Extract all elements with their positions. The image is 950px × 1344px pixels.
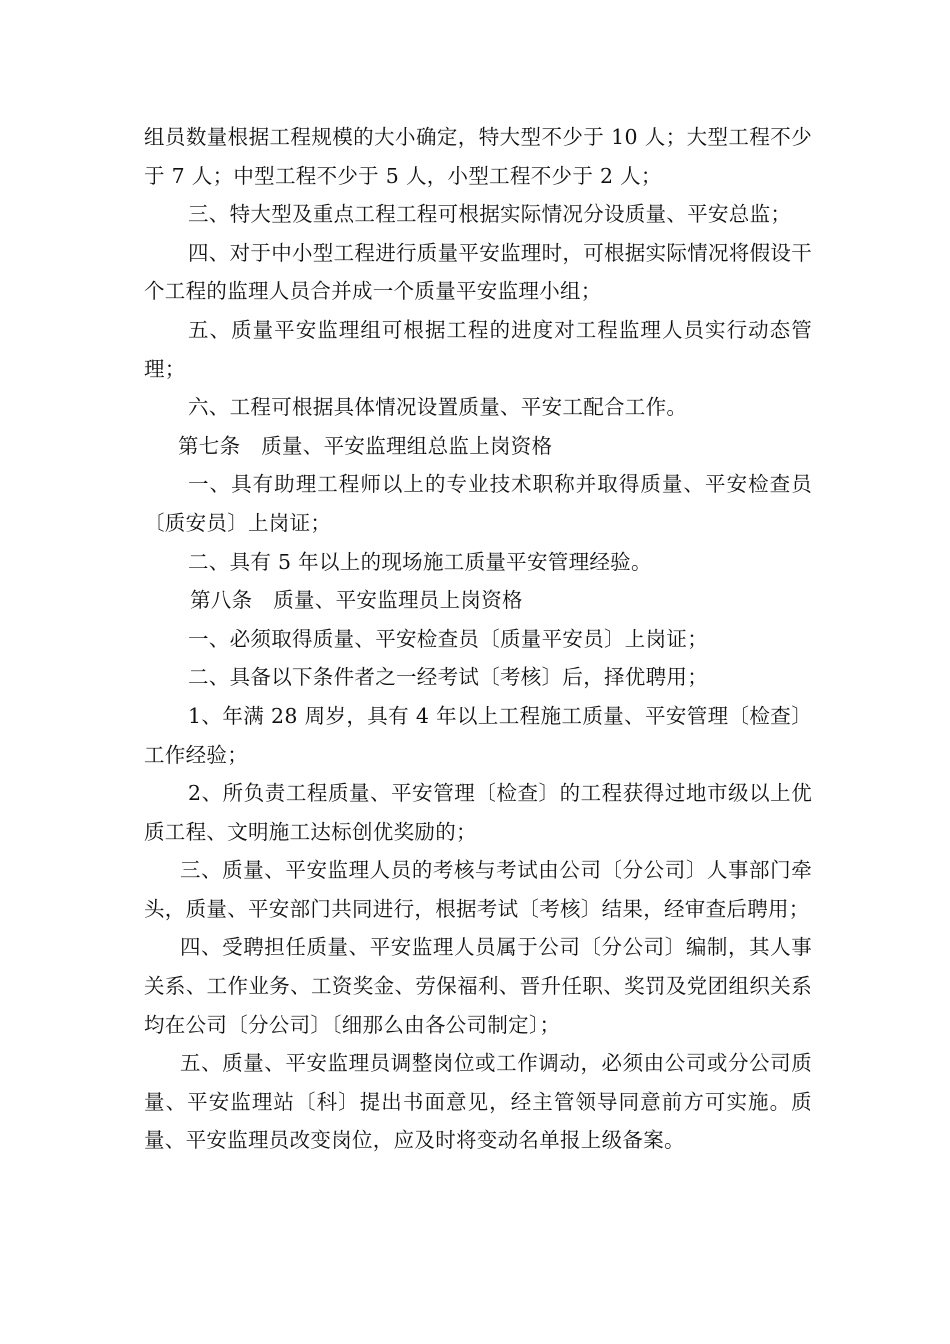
paragraph: 组员数量根据工程规模的大小确定，特大型不少于 10 人；大型工程不少于 7 人；中型工程不少于 5 人，小型工程不少于 2 人； [144,125,812,188]
paragraph: 六、工程可根据具体情况设置质量、平安工配合工作。 [188,395,688,420]
paragraph: 一、必须取得质量、平安检查员〔质量平安员〕上岗证； [188,626,708,651]
paragraph: 1、年满 28 周岁，具有 4 年以上工程施工质量、平安管理〔检查〕工作经验； [144,703,812,767]
paragraph: 五、质量、平安监理员调整岗位或工作调动，必须由公司或分公司质量、平安监理站〔科〕提出书面意见，经主管领导同意前方可实施。质量、平安监理员改变岗位，应及时将变动名单报上级备案。 [144,1051,812,1153]
paragraph: 四、对于中小型工程进行质量平安监理时，可根据实际情况将假设干个工程的监理人员合并成一个质量平安监理小组； [144,240,812,304]
paragraph: 五、质量平安监理组可根据工程的进度对工程监理人员实行动态管理； [144,317,812,381]
paragraph: 2、所负责工程质量、平安管理〔检查〕的工程获得过地市级以上优质工程、文明施工达标创优奖励的； [144,781,812,844]
paragraph: 四、受聘担任质量、平安监理人员属于公司〔分公司〕编制，其人事关系、工作业务、工资奖金、劳保福利、晋升任职、奖罚及党团组织关系均在公司〔分公司〕〔细那么由各公司制定〕； [144,935,812,1037]
paragraph: 二、具有 5 年以上的现场施工质量平安管理经验。 [188,549,652,574]
paragraph: 三、质量、平安监理人员的考核与考试由公司〔分公司〕人事部门牵头，质量、平安部门共同进行，根据考试〔考核〕结果，经审查后聘用； [144,858,812,921]
paragraph: 三、特大型及重点工程工程可根据实际情况分设质量、平安总监； [188,202,792,227]
article-heading: 第七条 质量、平安监理组总监上岗资格 [178,433,553,458]
paragraph: 二、具备以下条件者之一经考试〔考核〕后，择优聘用； [188,665,708,690]
article-heading: 第八条 质量、平安监理员上岗资格 [190,588,523,613]
paragraph: 一、具有助理工程师以上的专业技术职称并取得质量、平安检查员〔质安员〕上岗证； [144,472,812,535]
document-body [144,118,812,1160]
